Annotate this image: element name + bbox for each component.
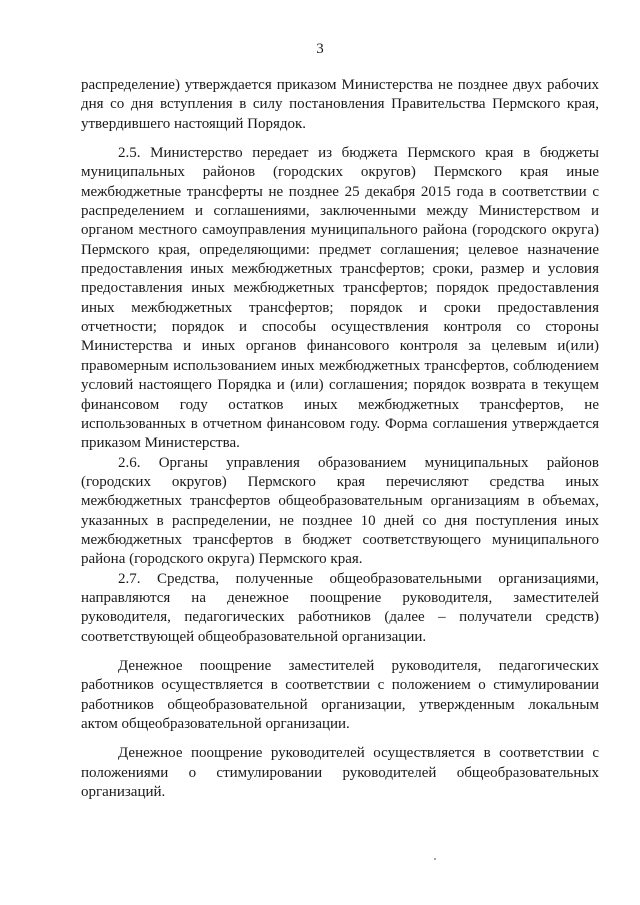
document-body <box>81 76 599 802</box>
paragraph-clause-2-5: 2.5. Министерство передает из бюджета Пермского края в бюджеты муниципальных районов (городских округов) Пермского края иные межбюджетные трансферты не позднее 25 декабря 2015 года в соответствии с распределением и соглашениями, заключенными между Министерством и органом местного самоуправления муниципального района (городского округа) Пермского края, определяющими: предмет соглашения; целевое назначение предоставления иных межбюджетных трансфертов; сроки, размер и условия предоставления иных межбюджетных трансфертов; порядок предоставления иных межбюджетных трансфертов; порядок и сроки предоставления отчетности; порядок и способы осуществления контроля со стороны Министерства и иных органов финансового контроля за целевым и(или) правомерным использованием иных межбюджетных трансфертов, соблюдением условий настоящего Порядка и (или) соглашения; порядок возврата в текущем финансовом году остатков иных межбюджетных трансфертов, не использованных в отчетном финансовом году. Форма соглашения утверждается приказом Министерства. <box>81 145 599 452</box>
page-number: 3 <box>316 41 324 57</box>
scan-speck <box>434 858 436 860</box>
paragraph-clause-2-7: 2.7. Средства, полученные общеобразовательными организациями, направляются на денежное поощрение руководителя, заместителей руководителя, педагогических работников (далее – получатели средств) соответствующей общеобразовательной организации. <box>81 570 599 645</box>
paragraph-continuation: распределение) утверждается приказом Министерства не позднее двух рабочих дня со дня вступления в силу постановления Правительства Пермского края, утвердившего настоящий Порядок. <box>81 77 599 132</box>
paragraph-deputies-reward: Денежное поощрение заместителей руководителя, педагогических работников осуществляется в соответствии с положением о стимулировании работников общеобразовательной организации, утвержденным локальным актом общеобразовательной организации. <box>81 657 599 732</box>
paragraph-clause-2-6: 2.6. Органы управления образованием муниципальных районов (городских округов) Пермского края перечисляют средства иных межбюджетных трансфертов общеобразовательным организациям в объемах, указанных в распределении, не позднее 10 дней со дня поступления иных межбюджетных трансфертов в бюджет соответствующего муниципального района (городского округа) Пермского края. <box>81 454 599 568</box>
paragraph-heads-reward: Денежное поощрение руководителей осуществляется в соответствии с положениями о стимулировании руководителей общеобразовательных организаций. <box>81 745 599 801</box>
